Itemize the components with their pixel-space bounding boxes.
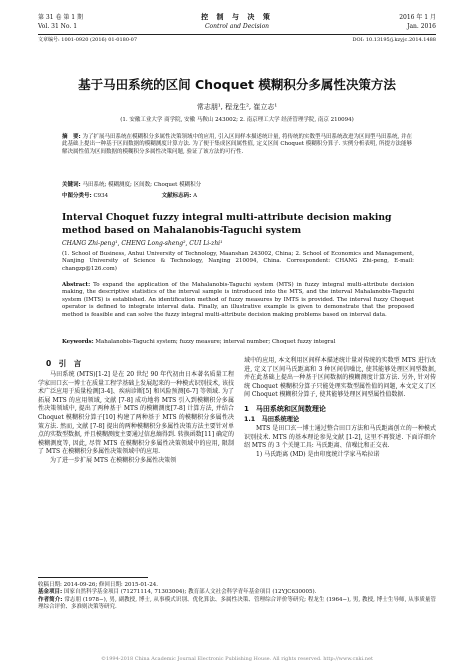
keywords-en (62, 339, 414, 346)
body-paragraph: 域中的应用, 本文利用区间样本描述统计量对传统的实数型 MTS 进行改进, 定义了区间马氏距离和 3 种区间信噪比, 使其能够处理区间型数据, 并在此基础上提出一种基于区间数据的模糊测度计算方法. 另外, 针对传统 Choquet 模糊积分算子只能处理实数型属性值的问题, 本文定义了区间 Choquet 模糊积分算子, 使其能够处理区间型属性值数据. (244, 357, 436, 399)
abstract-en (62, 282, 414, 319)
received-date: 收稿日期: 2014-09-26; 修回日期: 2015-01-24. (38, 582, 158, 588)
authors-cn: 常志朋¹, 程龙生², 崔立志¹ (196, 103, 278, 111)
affiliation-en: (1. School of Business, Anhui University of Technology, Maanshan 243002, China; 2. School of Economics and Management, Nanjing University of Science & Technology, Nanjing 210094, China. Correspondent: CHANG Zhi-peng, E-mail: changzp@126.com) (62, 251, 414, 272)
title-en: Interval Choquet fuzzy integral multi-attribute decision making method based on Mahalanobis-Taguchi system (62, 212, 392, 236)
doi: DOI: 10.13195/j.kzyjc.2014.1488 (352, 37, 436, 43)
header-rule (38, 34, 436, 35)
abstract-cn-text: 为了扩展马田系统在模糊积分多属性决策领域中的应用, 引入区间样本描述统计量, 将传统的实数型马田系统改进为区间型马田系统, 并在此基础上提出一种基于区间数据的模糊测度计算方法. 为了便于集成区间属性值, 定义区间 Choquet 模糊积分算子. 实例分析表明, 所提方法能够解决属性值为区间数据的模糊积分多属性决策问题, 验证了该方法的可行性. (62, 134, 412, 155)
journal-cn: 控 制 与 决 策 (201, 12, 273, 21)
right-column (244, 357, 436, 459)
section-0-heading: 0 引 言 (46, 359, 82, 368)
body-paragraph: 马田系统 (MTS)[1-2] 是在 20 世纪 90 年代初由日本著名质量工程学家田口玄一博士在质量工程学基础上发展起来的一种模式识别技术, 该技术广泛应用于质量检测[3-4]、疾病诊断[5] 和风险预测[6-7] 等领域. 为了拓展 MTS 的应用领域, 文献 [7-8] 成功地将 MTS 引入到模糊积分多属性决策领域中, 提出了两种基于 MTS 的模糊测度[7-8] 计算方法, 并结合 Choquet 模糊积分算子[10] 构建了两种基于 MTS 的模糊积分多属性决策方法. 然而, 文献 [7-8] 提出的两种模糊积分多属性决策方法主要针对单点的实数型数据, 并且模糊测度主要通过信息熵得到. 转换函数[11] 确定的模糊测度等, 因此, 尽管 MTS 在模糊积分多属性决策领域中的应用, 限制了 MTS 在模糊积分多属性决策领域中的应用. (38, 371, 234, 456)
date-cn: 2016 年 1 月 (399, 14, 436, 21)
keywords-cn-label: 关键词: (62, 182, 81, 188)
body-paragraph: 1) 马氏距离 (MD) 是由印度统计学家马哈拉诺 (256, 450, 380, 458)
section-1-heading: 1 马田系统和区间数理论 (244, 404, 326, 413)
body-paragraph: 为了进一步扩展 MTS 在模糊积分多属性决策领 (50, 456, 177, 464)
abstract-cn (62, 134, 412, 156)
keywords-en-label: Keywords: (62, 339, 94, 345)
body-paragraph: MTS 是田口玄一博士通过整合田口方法和马氏距离创立的一种模式识别技术. MTS 的基本理论参见文献 [1-2], 这里不再赘述. 下面详细介绍 MTS 的 3 个关键工具: 马氏距离、信噪比和正交表. (244, 424, 436, 450)
article-number: 文章编号: 1001-0920 (2016) 01-0180-07 (38, 37, 138, 43)
keywords-cn (62, 182, 412, 189)
title-cn: 基于马田系统的区间 Choquet 模糊积分多属性决策方法 (78, 77, 396, 92)
footnotes (38, 582, 436, 612)
fund-label: 基金项目: (38, 589, 63, 596)
fund-note (38, 589, 436, 596)
date-en: Jan. 2016 (407, 23, 436, 30)
footnote-rule (38, 577, 148, 578)
doc-code-label: 文献标志码: (161, 193, 192, 199)
keywords-cn-text: 马田系统; 模糊测度; 区间数; Choquet 模糊积分 (82, 182, 202, 188)
left-column (38, 357, 234, 466)
abstract-en-label: Abstract: (62, 282, 91, 288)
section-1-1-heading: 1.1 马田系统理论 (244, 415, 300, 423)
abstract-en-text: To expand the application of the Mahalanobis-Taguchi system (MTS) in fuzzy integral multi-attribute decision making, the descriptive statistics of the interval sample is introduced into the MTS, and the interval Mahalanobis-Taguchi system (IMTS) is established. An identification method of fuzzy measures by IMTS is provided. The interval fuzzy Choquet operator is defined to integrate interval data. Finally, an illustrative example is given to demonstrate that the proposed method is feasible and can solve the fuzzy integral multi-attribute decision making problems based on interval data. (62, 282, 414, 318)
bio-label: 作者简介: (38, 596, 63, 603)
volume-cn: 第 31 卷 第 1 期 (38, 14, 83, 21)
affiliation-cn: (1. 安徽工业大学 商学院, 安徽 马鞍山 243002; 2. 南京理工大学 经济管理学院, 南京 210094) (120, 117, 354, 123)
journal-en: Control and Decision (204, 23, 270, 30)
copyright-footer: ©1994-2018 China Academic Journal Electronic Publishing House. All rights reserved. http://www.cnki.net (101, 656, 373, 662)
clc-value: C934 (93, 193, 109, 199)
doc-code-value: A (193, 193, 198, 199)
bio-note (38, 597, 436, 612)
keywords-en-text: Mahalanobis-Taguchi system; fuzzy measure; interval number; Choquet fuzzy integral (95, 339, 336, 345)
clc-label: 中图分类号: (62, 193, 92, 199)
fund-text: 国家自然科学基金项目 (71271114, 71303004); 教育部人文社会科学青年基金项目 (12YJC630005). (63, 589, 317, 596)
abstract-cn-label: 摘 要: (62, 134, 81, 140)
authors-en: CHANG Zhi-peng¹, CHENG Long-sheng², CUI Li-zhi¹ (62, 240, 223, 247)
bio-text: 常志朋 (1978−), 男, 副教授, 博士, 从事模式识别、优化算法、多属性决策、管理综合评价等研究; 程龙生 (1964−), 男, 教授, 博士生导师, 从事质量管理综合评价、多准则决策等研究. (38, 596, 436, 611)
volume-en: Vol. 31 No. 1 (38, 23, 78, 30)
classification (62, 193, 412, 200)
